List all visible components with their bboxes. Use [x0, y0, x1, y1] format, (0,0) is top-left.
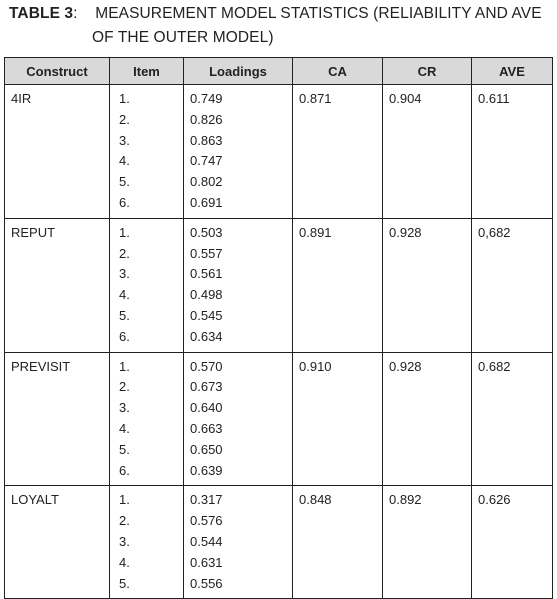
cr-cell — [383, 218, 472, 352]
item-cell-entry: 3. — [119, 533, 130, 549]
loadings-cell-entry: 0.556 — [190, 575, 223, 591]
table-header — [5, 58, 553, 85]
loadings-cell — [184, 352, 293, 486]
item-cell-entry: 4. — [119, 287, 130, 303]
caption-colon: : — [73, 5, 96, 22]
table-body — [5, 85, 553, 599]
header-cr: CR — [383, 58, 472, 85]
measurement-table — [4, 57, 553, 599]
item-cell-entry: 3. — [119, 132, 130, 148]
cr-cell — [383, 486, 472, 599]
header-ca: CA — [293, 58, 383, 85]
header-construct: Construct — [5, 58, 110, 85]
item-cell-entry: 2. — [119, 513, 130, 529]
loadings-cell-entry: 0.498 — [190, 287, 223, 303]
loadings-cell-entry: 0.650 — [190, 441, 223, 457]
loadings-cell-entry: 0.639 — [190, 462, 223, 478]
ave-cell — [472, 218, 553, 352]
caption-title: MEASUREMENT MODEL STATISTICS (RELIABILITY AND AVE — [95, 5, 542, 22]
loadings-cell-entry: 0.640 — [190, 400, 223, 416]
loadings-cell-entry: 0.749 — [190, 91, 223, 106]
item-cell-entry: 1. — [119, 358, 130, 374]
loadings-cell-entry: 0.317 — [190, 492, 223, 508]
loadings-cell-entry: 0.673 — [190, 379, 223, 395]
construct-cell — [5, 486, 110, 599]
loadings-cell-entry: 0.503 — [190, 224, 223, 240]
cr-cell-value: 0.928 — [389, 224, 422, 240]
loadings-cell-entry: 0.570 — [190, 358, 223, 374]
loadings-cell-entry: 0.802 — [190, 174, 223, 190]
item-cell-entry: 6. — [119, 328, 130, 344]
caption-label: TABLE 3 — [9, 5, 74, 22]
cr-cell-value: 0.892 — [389, 492, 422, 508]
item-cell-entry: 5. — [119, 441, 130, 457]
item-cell-entry: 2. — [119, 111, 130, 127]
table-row — [5, 352, 553, 486]
item-cell-entry: 2. — [119, 245, 130, 261]
item-cell — [110, 352, 184, 486]
item-cell — [110, 486, 184, 599]
ave-cell-value: 0.626 — [478, 492, 511, 508]
loadings-cell — [184, 218, 293, 352]
ca-cell — [293, 85, 383, 219]
item-cell-entry: 4. — [119, 554, 130, 570]
item-cell — [110, 218, 184, 352]
item-cell-entry: 3. — [119, 266, 130, 282]
construct-cell — [5, 218, 110, 352]
loadings-cell-entry: 0.576 — [190, 513, 223, 529]
ca-cell — [293, 218, 383, 352]
ca-cell-value: 0.871 — [299, 91, 332, 106]
loadings-cell-entry: 0.691 — [190, 194, 223, 210]
loadings-cell — [184, 85, 293, 219]
ca-cell — [293, 486, 383, 599]
ave-cell-value: 0.611 — [478, 91, 510, 106]
ave-cell — [472, 85, 553, 219]
ave-cell-value: 0.682 — [478, 358, 511, 374]
item-cell-entry: 4. — [119, 153, 130, 169]
item-cell-entry: 5. — [119, 307, 130, 323]
ca-cell-value: 0.891 — [299, 224, 332, 240]
loadings-cell-entry: 0.826 — [190, 111, 223, 127]
item-cell-entry: 6. — [119, 462, 130, 478]
cr-cell — [383, 85, 472, 219]
cr-cell-value: 0.928 — [389, 358, 422, 374]
ave-cell-value: 0,682 — [478, 224, 511, 240]
construct-cell-value: 4IR — [11, 91, 32, 106]
header-loadings: Loadings — [184, 58, 293, 85]
loadings-cell-entry: 0.663 — [190, 420, 223, 436]
table-row — [5, 486, 553, 599]
table-caption — [9, 2, 554, 50]
loadings-cell-entry: 0.634 — [190, 328, 223, 344]
item-cell-entry: 5. — [119, 174, 130, 190]
loadings-cell-entry: 0.557 — [190, 245, 223, 261]
construct-cell-value: REPUT — [11, 224, 56, 240]
item-cell — [110, 85, 184, 219]
item-cell-entry: 1. — [119, 492, 130, 508]
ave-cell — [472, 486, 553, 599]
cr-cell-value: 0.904 — [389, 91, 422, 106]
construct-cell — [5, 85, 110, 219]
cr-cell — [383, 352, 472, 486]
loadings-cell-entry: 0.561 — [190, 266, 223, 282]
item-cell-entry: 5. — [119, 575, 130, 591]
construct-cell-value: PREVISIT — [11, 358, 71, 374]
ca-cell — [293, 352, 383, 486]
table-row — [5, 85, 553, 219]
item-cell-entry: 4. — [119, 420, 130, 436]
loadings-cell-entry: 0.863 — [190, 132, 223, 148]
construct-cell-value: LOYALT — [11, 492, 59, 508]
header-item: Item — [110, 58, 184, 85]
item-cell-entry: 1. — [119, 224, 130, 240]
ca-cell-value: 0.910 — [299, 358, 332, 374]
item-cell-entry: 3. — [119, 400, 130, 416]
construct-cell — [5, 352, 110, 486]
item-cell-entry: 6. — [119, 194, 130, 210]
caption-line-2: OF THE OUTER MODEL) — [92, 29, 274, 46]
ca-cell-value: 0.848 — [299, 492, 332, 508]
table-row — [5, 218, 553, 352]
item-cell-entry: 1. — [119, 91, 130, 106]
loadings-cell-entry: 0.631 — [190, 554, 223, 570]
loadings-cell-entry: 0.747 — [190, 153, 223, 169]
item-cell-entry: 2. — [119, 379, 130, 395]
header-row — [5, 58, 553, 85]
loadings-cell-entry: 0.544 — [190, 533, 223, 549]
ave-cell — [472, 352, 553, 486]
caption-line-1 — [9, 2, 554, 26]
header-ave: AVE — [472, 58, 553, 85]
loadings-cell — [184, 486, 293, 599]
loadings-cell-entry: 0.545 — [190, 307, 223, 323]
